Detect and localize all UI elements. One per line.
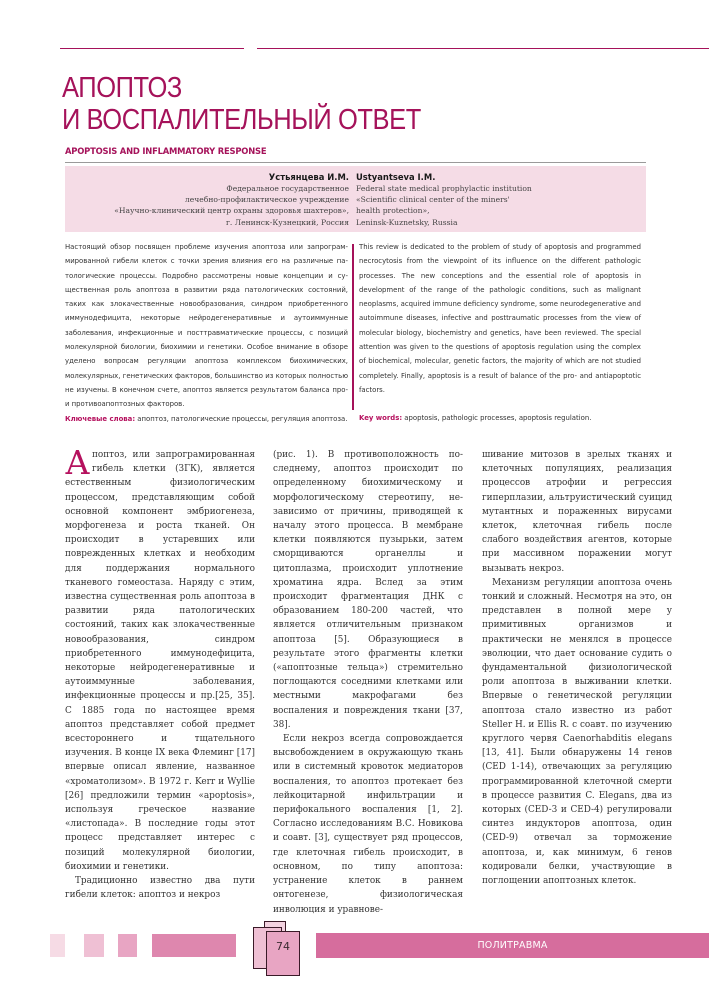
footer-decor-square <box>118 934 137 957</box>
article-title <box>62 72 421 136</box>
abstract-en <box>359 240 641 426</box>
body-column-1 <box>65 443 255 903</box>
journal-name: ПОЛИТРАВМА <box>316 933 709 958</box>
paragraph: Апоптоз, или запрограмированная гибель клетки (ЗГК), является естественным физиологическим процессом, представляющим собой основной компонент эмбриогенеза, морфогенеза и роста тканей. Он происходит в устаревших или поврежденных клетках и необходим для поддержания нормального тканевого гомеостаза. Наряду с этим, известна существенная роль апоптоза в развитии ряда патологических состояний, таких как злокачественные новообразования, синдром приобретенного иммунодефицита, некоторые нейродегенеративные и аутоиммунные заболевания, инфекционные процессы и пр.[25, 35]. С 1885 года по настоящее время апоптоз представляет собой предмет всестороннего и тщательного изучения. В конце IX века Флеминг [17] впервые описал явление, названное «хроматолизом». В 1972 г. Kerr и Wyllie [26] предложили термин «apoptosis», используя греческое название «листопада». В последние годы этот процесс представляет интерес с позиций молекулярной биологии, биохимии и генетики. <box>65 443 255 872</box>
affiliation-line: г. Ленинск-Кузнецкий, Россия <box>225 217 349 227</box>
abstract-text-en: This review is dedicated to the problem of study of apoptosis and programmed necrocytosis from the viewpoint of its influence on the different pathologic processes. The new conceptions and the essential role of apoptosis in development of the range of the pathologic conditions, such as malignant neoplasms, acquired immune deficiency syndrome, some neurodegenerative and autoimmune diseases, infective and posttraumatic processes from the view of molecular biology, biochemistry and genetics, have been reviewed. The special attention was given to the questions of apoptosis regulation using the complex of biochemical, molecular, genetic factors, the majority of which are not studied completely. Finally, apoptosis is a result of balance of the pro- and antiapoptotic factors. <box>359 243 642 394</box>
keywords-en <box>359 411 641 425</box>
drop-cap: А <box>65 443 90 482</box>
affiliation-line: Федеральное государственное <box>226 184 349 193</box>
paragraph: Традиционно известно два пути гибели клеток: апоптоз и некроз <box>65 876 255 901</box>
keywords-value-en: apoptosis, pathologic processes, apoptosis regulation. <box>404 414 592 423</box>
author-en <box>356 171 646 228</box>
abstract-text-ru: Настоящий обзор посвящен проблеме изучения апоптоза или запрограммированной гибели клеток с точки зрения влияния его на различные патологические процессы. Подробно рассмотрены новые концепции и существенная роль апоптоза в развитии ряда патологических состояний, таких как злокачественные новообразования, синдром приобретенного иммунодефицита, некоторые нейродегенеративные и аутоиммунные заболевания, инфекционные и посттравматические процессы, с позиций молекулярной биологии, биохимии и генетики. Особое внимание в обзоре уделено вопросам регуляции апоптоза комплексом биохимических, молекулярных, генетических факторов, большинство из которых полностью не изучены. В конечном счете, апоптоз является результатом баланса про- и противоапоптозных факторов. <box>65 243 348 409</box>
title-line-2: И ВОСПАЛИТЕЛЬНЫЙ ОТВЕТ <box>62 104 421 136</box>
author-box <box>65 166 646 232</box>
author-name-en: Ustyantseva I.M. <box>356 172 436 182</box>
keywords-label-ru: Ключевые слова: <box>65 414 136 423</box>
footer-decor-square <box>50 934 65 957</box>
abstract-ru <box>65 240 348 426</box>
affiliation-line: Leninsk-Kuznetsky, Russia <box>356 217 458 227</box>
author-ru <box>65 171 349 228</box>
header-rule-right <box>257 48 709 49</box>
body-column-3 <box>482 448 672 888</box>
paragraph: Если некроз всегда сопровождается высвобождением в окружающую ткань или в системный кровоток медиаторов воспаления, то апоптоз протекает без лейкоцитарной инфильтрации и перифокального воспаления [1, 2]. Согласно исследованиям В.С. Новикова и соавт. [3], существует ряд процессов, где клеточная гибель происходит, в основном, по типу апоптоза: устранение клеток в раннем онтогенезе, физиологическая инволюция и уравнове- <box>273 734 463 915</box>
paragraph: шивание митозов в зрелых тканях и клеточных популяциях, реализация процессов атрофии и регрессия гиперплазии, альтруистический суицид мутантных и пораженных вирусами клеток, клеточная гибель после слабого воздействия агентов, которые при массивном поражении могут вызывать некроз. <box>482 450 672 574</box>
article-subtitle-en: APOPTOSIS AND INFLAMMATORY RESPONSE <box>65 146 267 156</box>
header-rule-left <box>60 48 244 49</box>
body-column-2 <box>273 448 463 917</box>
paragraph: Механизм регуляции апоптоза очень тонкий и сложный. Несмотря на это, он представлен в полной мере у примитивных организмов и практически не менялся в процессе эволюции, что дает основание судить о фундаментальной физиологической роли апоптоза в выживании клетки. Впервые о генетической регуляции апоптоза стало известно из работ Steller H. и Ellis R. с соавт. по изучению круглого червя Caenorhabditis elegans [13, 41]. Были обнаружены 14 генов (CED 1-14), отвечающих за регуляцию программированной клеточной смерти в процессе развития C. Elegans, два из которых (CED-3 и CED-4) регулировали синтез индукторов апоптоза, один (CED-9) отвечал за торможение апоптоза, и, как минимум, 6 генов кодировали белки, участвующие в поглощении апоптозных клеток. <box>482 577 672 887</box>
footer-decor-square <box>84 934 104 957</box>
keywords-ru <box>65 412 348 426</box>
divider <box>65 162 646 163</box>
affiliation-line: лечебно-профилактическое учреждение <box>184 195 349 205</box>
affiliation-line: Federal state medical prophylactic institution <box>356 184 532 193</box>
affiliation-line: health protection», <box>356 206 430 216</box>
keywords-value-ru: апоптоз, патологические процессы, регуляция апоптоза. <box>137 414 348 423</box>
footer-decor-bar <box>152 934 236 957</box>
paragraph: (рис. 1). В противоположность последнему, апоптоз происходит по определенному биохимическому и морфологическому стереотипу, независимо от причины, приводящей к началу этого процесса. В мембране клетки появляются пузырьки, затем сморщиваются органеллы и цитоплазма, происходит уплотнение хроматина ядра. Вслед за этим происходит фрагментация ДНК с образованием 180-200 частей, что является отличительным признаком апоптоза [5]. Образующиеся в результате этого фрагменты клетки («апоптозные тельца») стремительно поглощаются соседними клетками или местными макрофагами без воспаления и повреждения ткани [37, 38]. <box>273 450 463 730</box>
affiliation-line: «Scientific clinical center of the miners' <box>356 195 510 205</box>
author-name-ru: Устьянцева И.М. <box>268 172 349 182</box>
title-line-1: АПОПТОЗ <box>62 72 182 104</box>
affiliation-line: «Научно-клинический центр охраны здоровья шахтеров», <box>114 206 349 216</box>
abstract-divider <box>352 244 354 410</box>
page-number: 74 <box>266 931 300 976</box>
keywords-label-en: Key words: <box>359 414 403 423</box>
